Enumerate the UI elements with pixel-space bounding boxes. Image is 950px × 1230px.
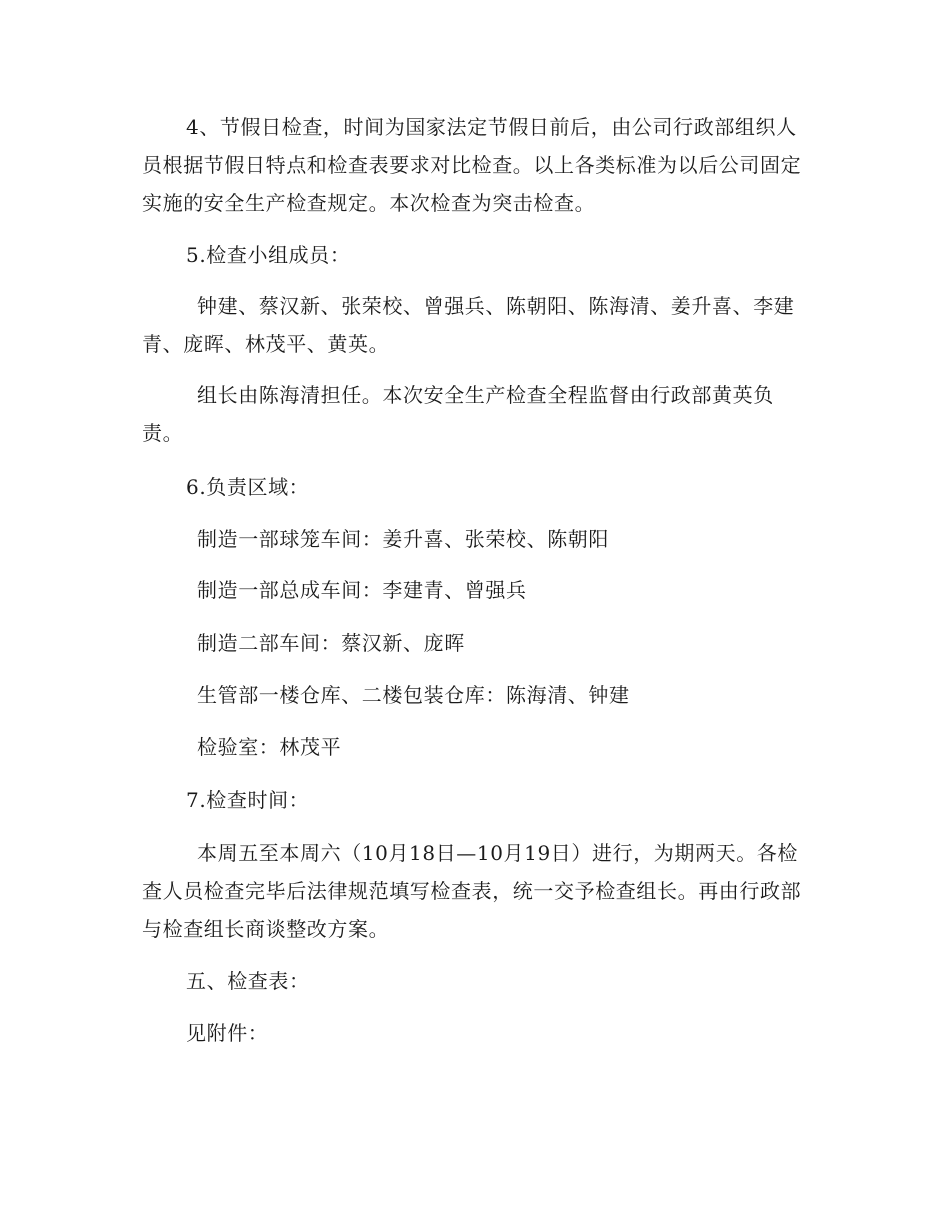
heading-inspection-time: 7.检查时间： [186,788,310,812]
area-item: 制造一部总成车间：李建青、曾强兵 [197,578,527,602]
paragraph-team-leader: 组长由陈海清担任。本次安全生产检查全程监督由行政部黄英负责。 [142,383,774,445]
heading-responsible-areas: 6.负责区域： [186,475,310,499]
area-item: 制造二部车间：蔡汉新、庞晖 [197,631,465,655]
area-item: 制造一部球笼车间：姜升喜、张荣校、陈朝阳 [197,527,609,551]
paragraph-holiday-inspection: 4、节假日检查，时间为国家法定节假日前后，由公司行政部组织人员根据节假日特点和检查表要求对比检查。以上各类标准为以后公司固定实施的安全生产检查规定。本次检查为突击检查。 [142,115,802,215]
area-item: 生管部一楼仓库、二楼包装仓库：陈海清、钟建 [197,683,630,707]
paragraph-team-member-list: 钟建、蔡汉新、张荣校、曾强兵、陈朝阳、陈海清、姜升喜、李建青、庞晖、林茂平、黄英。 [142,294,795,356]
paragraph-see-attachment: 见附件： [186,1021,269,1045]
area-item: 检验室：林茂平 [197,735,342,759]
heading-team-members: 5.检查小组成员： [186,243,351,267]
heading-checklist: 五、检查表： [186,969,310,993]
paragraph-inspection-schedule: 本周五至本周六（10月18日—10月19日）进行，为期两天。各检查人员检查完毕后法律规范填写检查表，统一交予检查组长。再由行政部与检查组长商谈整改方案。 [142,841,802,941]
